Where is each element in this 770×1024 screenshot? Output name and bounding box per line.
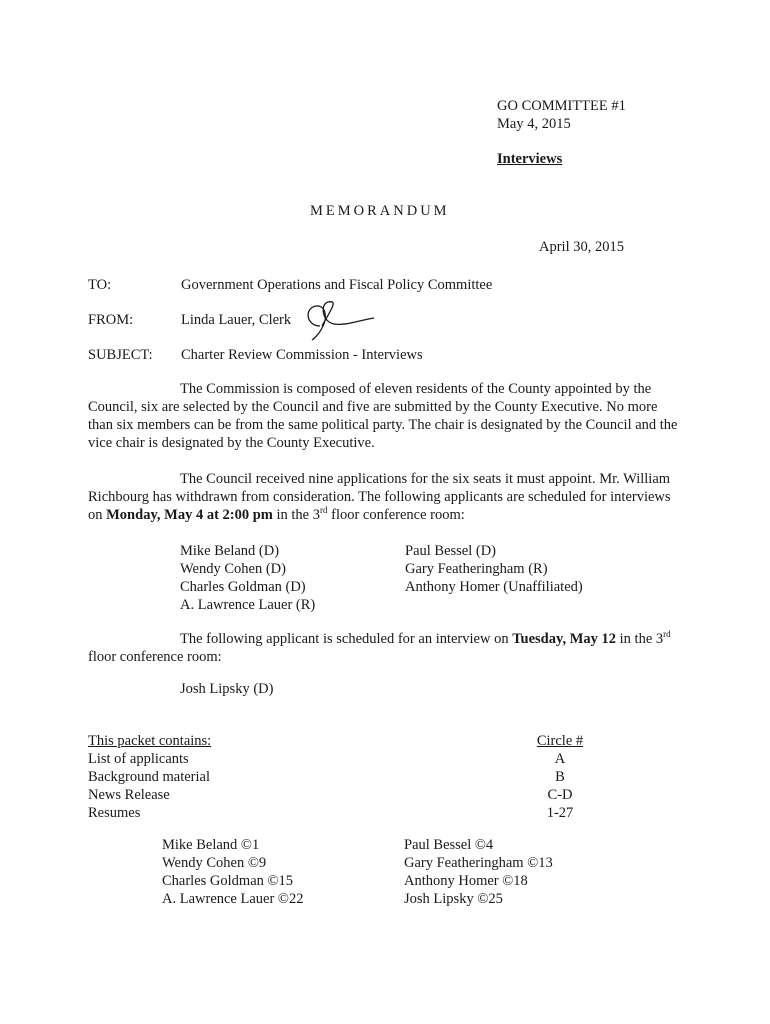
memo-title: MEMORANDUM	[310, 203, 450, 219]
subject-label: SUBJECT:	[88, 347, 153, 363]
applicants-right-column	[405, 542, 583, 596]
circle-numbers	[530, 732, 590, 822]
resumes-left-column	[162, 836, 303, 908]
applicant: Wendy Cohen (D)	[180, 561, 286, 577]
resume-entry: Anthony Homer ©18	[404, 873, 528, 889]
para2-intro: The Council received nine applications for the six seats it must appoint. Mr. William Richbourg has withdrawn from consideration. The following applicants are scheduled for interviews on	[88, 471, 671, 523]
resume-entry: A. Lawrence Lauer ©22	[162, 891, 304, 907]
circle-number: B	[555, 769, 565, 785]
applicant: Mike Beland (D)	[180, 543, 280, 559]
paragraph-applications	[88, 470, 678, 524]
committee-date: May 4, 2015	[497, 116, 571, 132]
para3-date: Tuesday, May 12	[512, 631, 617, 647]
para2-end: floor conference room:	[327, 507, 465, 523]
circle-number: C-D	[547, 787, 573, 803]
packet-item: List of applicants	[88, 751, 189, 767]
topic-label: Interviews	[497, 151, 563, 167]
applicants-left-column	[180, 542, 315, 614]
to-value: Government Operations and Fiscal Policy Committee	[181, 277, 493, 293]
resume-entry: Mike Beland ©1	[162, 837, 260, 853]
circle-number: A	[554, 751, 566, 767]
resume-entry: Charles Goldman ©15	[162, 873, 294, 889]
signature-mark	[298, 296, 378, 344]
applicant: Anthony Homer (Unaffiliated)	[405, 579, 583, 595]
subject-value: Charter Review Commission - Interviews	[181, 347, 423, 363]
circle-heading: Circle #	[536, 733, 584, 749]
para3-end: floor conference room:	[88, 649, 222, 665]
resume-entry: Gary Featheringham ©13	[404, 855, 553, 871]
packet-item: News Release	[88, 787, 170, 803]
para2-mid: in the 3	[272, 507, 320, 523]
packet-contents	[88, 732, 211, 822]
paragraph-composition-text: The Commission is composed of eleven residents of the County appointed by the Council, six are selected by the Council and five are submitted by the County Executive. No more than six members can be from the same political party. The chair is designated by the Council and the vice chair is designated by the County Executive.	[88, 381, 678, 451]
resume-entry: Josh Lipsky ©25	[404, 891, 503, 907]
from-label: FROM:	[88, 312, 134, 328]
para3-intro: The following applicant is scheduled for an interview on	[180, 631, 513, 647]
committee-label: GO COMMITTEE #1	[497, 98, 626, 114]
applicant: A. Lawrence Lauer (R)	[180, 597, 316, 613]
from-value: Linda Lauer, Clerk	[181, 312, 292, 328]
resumes-right-column	[404, 836, 553, 908]
resume-entry: Wendy Cohen ©9	[162, 855, 267, 871]
applicant: Paul Bessel (D)	[405, 543, 497, 559]
applicant: Charles Goldman (D)	[180, 579, 306, 595]
applicant: Gary Featheringham (R)	[405, 561, 548, 577]
para2-date: Monday, May 4 at 2:00 pm	[106, 507, 273, 523]
paragraph-composition	[88, 380, 678, 452]
packet-item: Resumes	[88, 805, 141, 821]
para3-mid: in the 3	[616, 631, 664, 647]
paragraph-may12	[88, 630, 678, 666]
to-label: TO:	[88, 277, 112, 293]
resume-entry: Paul Bessel ©4	[404, 837, 494, 853]
applicant-may12: Josh Lipsky (D)	[180, 681, 274, 697]
para3-sup: rd	[663, 629, 671, 640]
packet-item: Background material	[88, 769, 210, 785]
memo-date: April 30, 2015	[539, 239, 624, 255]
para2-sup: rd	[320, 505, 328, 516]
circle-number: 1-27	[546, 805, 574, 821]
packet-heading: This packet contains:	[88, 733, 212, 749]
